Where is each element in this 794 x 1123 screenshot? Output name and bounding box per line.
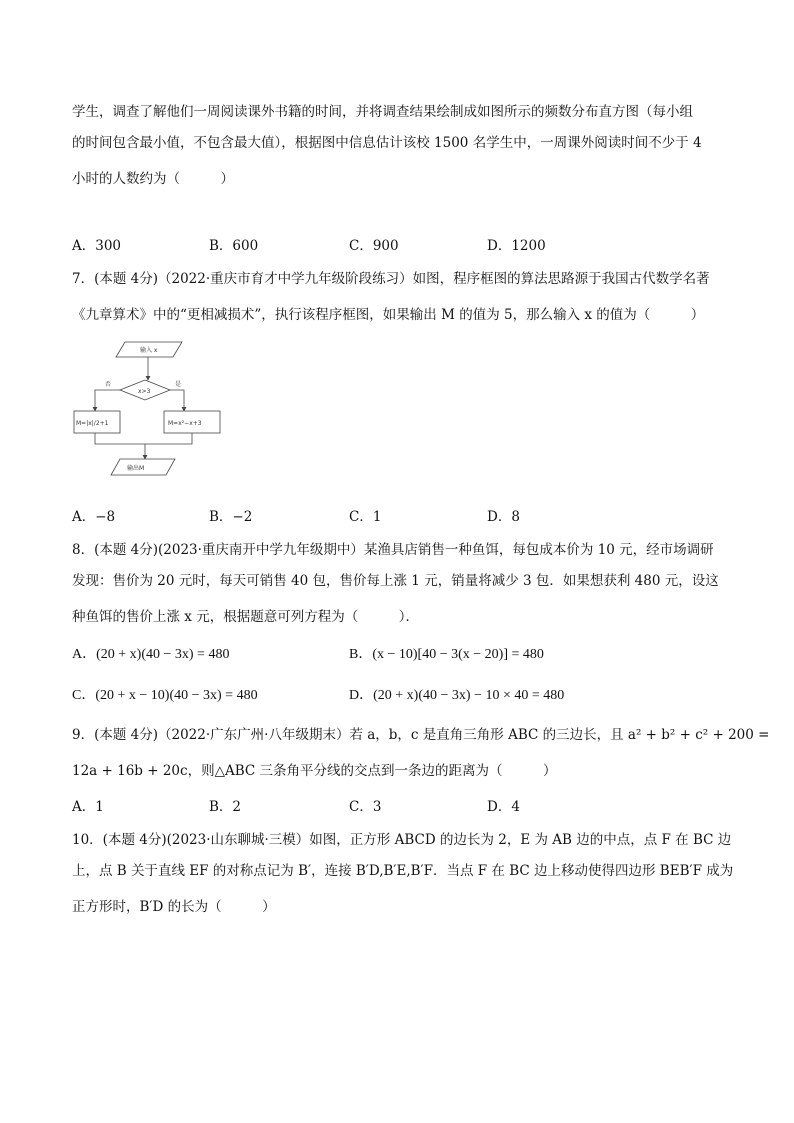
q6-option-b: B．600	[209, 238, 259, 254]
flowchart-input-label: 输入 x	[140, 347, 158, 354]
q8-option-c: C．(20 + x − 10)(40 − 3x) = 480	[72, 688, 258, 703]
q6-text-line3: 小时的人数约为（ ）	[72, 171, 234, 187]
q6-option-a: A．300	[72, 238, 122, 254]
q7-option-c: C．1	[349, 509, 382, 525]
q7-text-line2: 《九章算术》中的“更相减损术”，执行该程序框图，如果输出 M 的值为 5，那么输入 x 的值为（ ）	[72, 307, 705, 323]
q6-text-line2: 的时间包含最小值，不包含最大值），根据图中信息估计该校 1500 名学生中，一周课外阅读时间不少于 4	[72, 135, 702, 151]
flowchart-no-label: 否	[105, 381, 112, 388]
q9-text-line2: 12a + 16b + 20c，则△ABC 三条角平分线的交点到一条边的距离为（ ）	[72, 763, 557, 779]
q7-option-b: B．−2	[209, 509, 253, 525]
q7-option-d: D．8	[487, 509, 520, 525]
flowchart-right-box-label: M=x²−x+3	[168, 420, 202, 427]
q6-option-c: C．900	[349, 238, 399, 254]
q10-text-line3: 正方形时，B′D 的长为（ ）	[72, 899, 276, 915]
q10-text-line1: 10．(本题 4分)(2023·山东聊城·三模）如图，正方形 ABCD 的边长为 2，E 为 AB 边的中点，点 F 在 BC 边	[72, 832, 732, 848]
q9-option-c: C．3	[349, 799, 382, 815]
q6-option-d: D．1200	[487, 238, 546, 254]
q9-text-line1: 9．(本题 4分)（2022·广东广州·八年级期末）若 a，b，c 是直角三角形 ABC 的三边长，且 a² + b² + c² + 200 =	[72, 727, 770, 743]
q8-option-b: B．(x − 10)[40 − 3(x − 20)] = 480	[349, 647, 544, 662]
q6-text-line1: 学生，调查了解他们一周阅读课外书籍的时间，并将调查结果绘制成如图所示的频数分布直方图（每小组	[72, 104, 693, 120]
flowchart-left-box-label: M=|x|/2+1	[76, 420, 109, 427]
flowchart-arrow-yes	[170, 390, 184, 411]
q8-text-line3: 种鱼饵的售价上涨 x 元，根据题意可列方程为（ ）．	[72, 609, 419, 625]
q7-flowchart	[72, 338, 232, 488]
q9-option-d: D．4	[487, 799, 520, 815]
q8-option-a: A．(20 + x)(40 − 3x) = 480	[72, 647, 230, 662]
q8-option-d: D．(20 + x)(40 − 3x) − 10 × 40 = 480	[349, 688, 565, 703]
q9-option-a: A．1	[72, 799, 104, 815]
q8-text-line1: 8．(本题 4分)(2023·重庆南开中学九年级期中）某渔具店销售一种鱼饵，每包成本价为 10 元，经市场调研	[72, 542, 714, 558]
flowchart-arrow-no	[95, 390, 120, 411]
q9-option-b: B．2	[209, 799, 242, 815]
q7-text-line1: 7．(本题 4分)（2022·重庆市育才中学九年级阶段练习）如图，程序框图的算法思路源于我国古代数学名著	[72, 271, 710, 287]
q10-text-line2: 上，点 B 关于直线 EF 的对称点记为 B′，连接 B′D,B′E,B′F．当点 F 在 BC 边上移动使得四边形 BEB′F 成为	[72, 863, 734, 879]
flowchart-condition-label: x>3	[138, 388, 151, 395]
q7-option-a: A．−8	[72, 509, 116, 525]
flowchart-yes-label: 是	[175, 381, 182, 388]
q8-text-line2: 发现：售价为 20 元时，每天可销售 40 包，售价每上涨 1 元，销量将减少 3 包．如果想获利 480 元，设这	[72, 573, 719, 589]
flowchart-output-label: 输出M	[127, 465, 145, 472]
flowchart-merge-line	[95, 433, 192, 444]
